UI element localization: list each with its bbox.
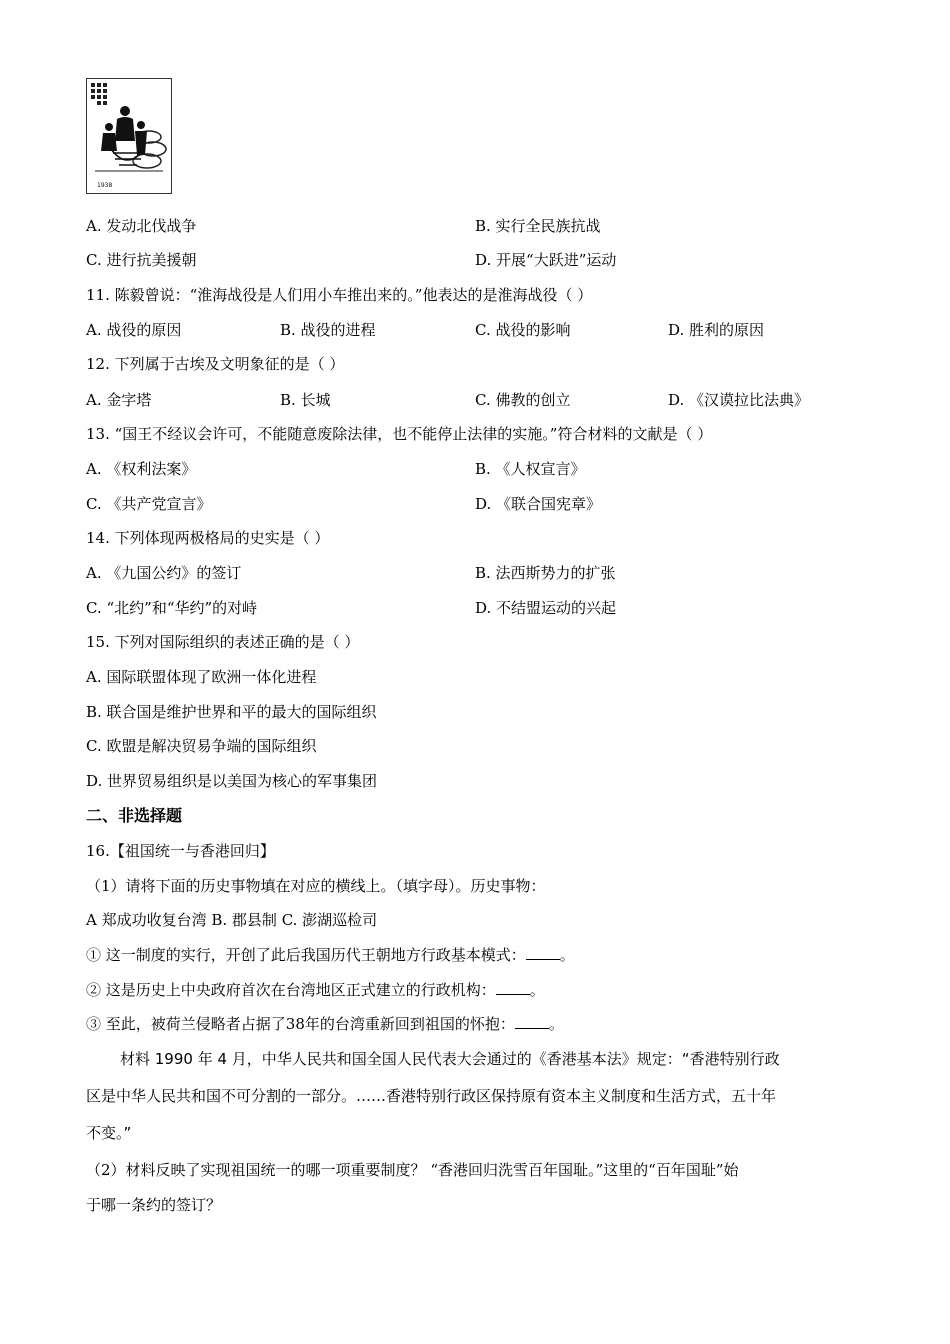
q15-option-c: C. 欧盟是解决贸易争端的国际组织 (86, 737, 317, 755)
q16-item2-end: 。 (529, 981, 545, 999)
poster-drawing (87, 79, 171, 193)
material-line-3: 不变。” (86, 1124, 132, 1142)
q12-option-a: A. 金字塔 (86, 391, 152, 409)
material-line-1: 材料 1990 年 4 月，中华人民共和国全国人民代表大会通过的《香港基本法》规定：“香港特别行政 (120, 1050, 780, 1068)
q11-stem: 11. 陈毅曾说：“淮海战役是人们用小车推出来的。”他表达的是淮海战役（ ） (86, 286, 593, 304)
answer-blank-1[interactable] (526, 945, 560, 960)
q10-option-b: B. 实行全民族抗战 (475, 217, 601, 235)
q16-part2-line-1: （2）材料反映了实现祖国统一的哪一项重要制度？ “香港回归洗雪百年国耻。”这里的“百年国耻”始 (86, 1161, 739, 1179)
q13-option-d: D. 《联合国宪章》 (475, 495, 602, 513)
poster-caption: 1938 (97, 182, 113, 189)
section-title: 二、非选择题 (86, 806, 183, 825)
q11-option-d: D. 胜利的原因 (668, 321, 765, 339)
q16-stem: 16.【祖国统一与香港回归】 (86, 842, 275, 860)
q14-option-c: C. “北约”和“华约”的对峙 (86, 599, 258, 617)
q16-item3 (86, 1014, 564, 1034)
q14-option-d: D. 不结盟运动的兴起 (475, 599, 617, 617)
q11-option-b: B. 战役的进程 (280, 321, 376, 339)
q11-option-c: C. 战役的影响 (475, 321, 571, 339)
q12-option-c: C. 佛教的创立 (475, 391, 571, 409)
answer-blank-3[interactable] (515, 1014, 549, 1029)
q12-option-d: D. 《汉谟拉比法典》 (668, 391, 810, 409)
q13-option-a: A. 《权利法案》 (86, 460, 197, 478)
q15-option-b: B. 联合国是维护世界和平的最大的国际组织 (86, 703, 377, 721)
q13-option-b: B. 《人权宣言》 (475, 460, 586, 478)
q13-option-c: C. 《共产党宣言》 (86, 495, 212, 513)
q16-item3-text: ③ 至此，被荷兰侵略者占据了38年的台湾重新回到祖国的怀抱： (86, 1015, 515, 1033)
q16-item2 (86, 980, 545, 1000)
q16-item1-end: 。 (559, 946, 575, 964)
q16-item3-end: 。 (548, 1015, 564, 1033)
q10-option-d: D. 开展“大跃进”运动 (475, 251, 617, 269)
q16-item2-text: ② 这是历史上中央政府首次在台湾地区正式建立的行政机构： (86, 981, 496, 999)
material-line-2: 区是中华人民共和国不可分割的一部分。……香港特别行政区保持原有资本主义制度和生活方式，五十年 (86, 1087, 777, 1105)
q15-option-d: D. 世界贸易组织是以美国为核心的军事集团 (86, 772, 378, 790)
q14-stem: 14. 下列体现两极格局的史实是（ ） (86, 529, 330, 547)
q15-stem: 15. 下列对国际组织的表述正确的是（ ） (86, 633, 360, 651)
q12-stem: 12. 下列属于古埃及文明象征的是（ ） (86, 355, 345, 373)
q16-part1: （1）请将下面的历史事物填在对应的横线上。（填字母）。历史事物： (86, 877, 546, 895)
answer-blank-2[interactable] (496, 980, 530, 995)
q16-part2-line-2: 于哪一条约的签订？ (86, 1196, 222, 1214)
q14-option-b: B. 法西斯势力的扩张 (475, 564, 616, 582)
q12-option-b: B. 长城 (280, 391, 331, 409)
historical-poster-image (86, 78, 172, 194)
q10-option-a: A. 发动北伐战争 (86, 217, 197, 235)
q13-stem: 13. “国王不经议会许可，不能随意废除法律，也不能停止法律的实施。”符合材料的文献是（ ） (86, 425, 713, 443)
q16-item1-text: ① 这一制度的实行，开创了此后我国历代王朝地方行政基本模式： (86, 946, 526, 964)
q10-option-c: C. 进行抗美援朝 (86, 251, 197, 269)
q11-option-a: A. 战役的原因 (86, 321, 182, 339)
q14-option-a: A. 《九国公约》的签订 (86, 564, 242, 582)
q16-options: A 郑成功收复台湾 B. 郡县制 C. 澎湖巡检司 (86, 911, 378, 929)
q16-item1 (86, 945, 575, 965)
q15-option-a: A. 国际联盟体现了欧洲一体化进程 (86, 668, 317, 686)
